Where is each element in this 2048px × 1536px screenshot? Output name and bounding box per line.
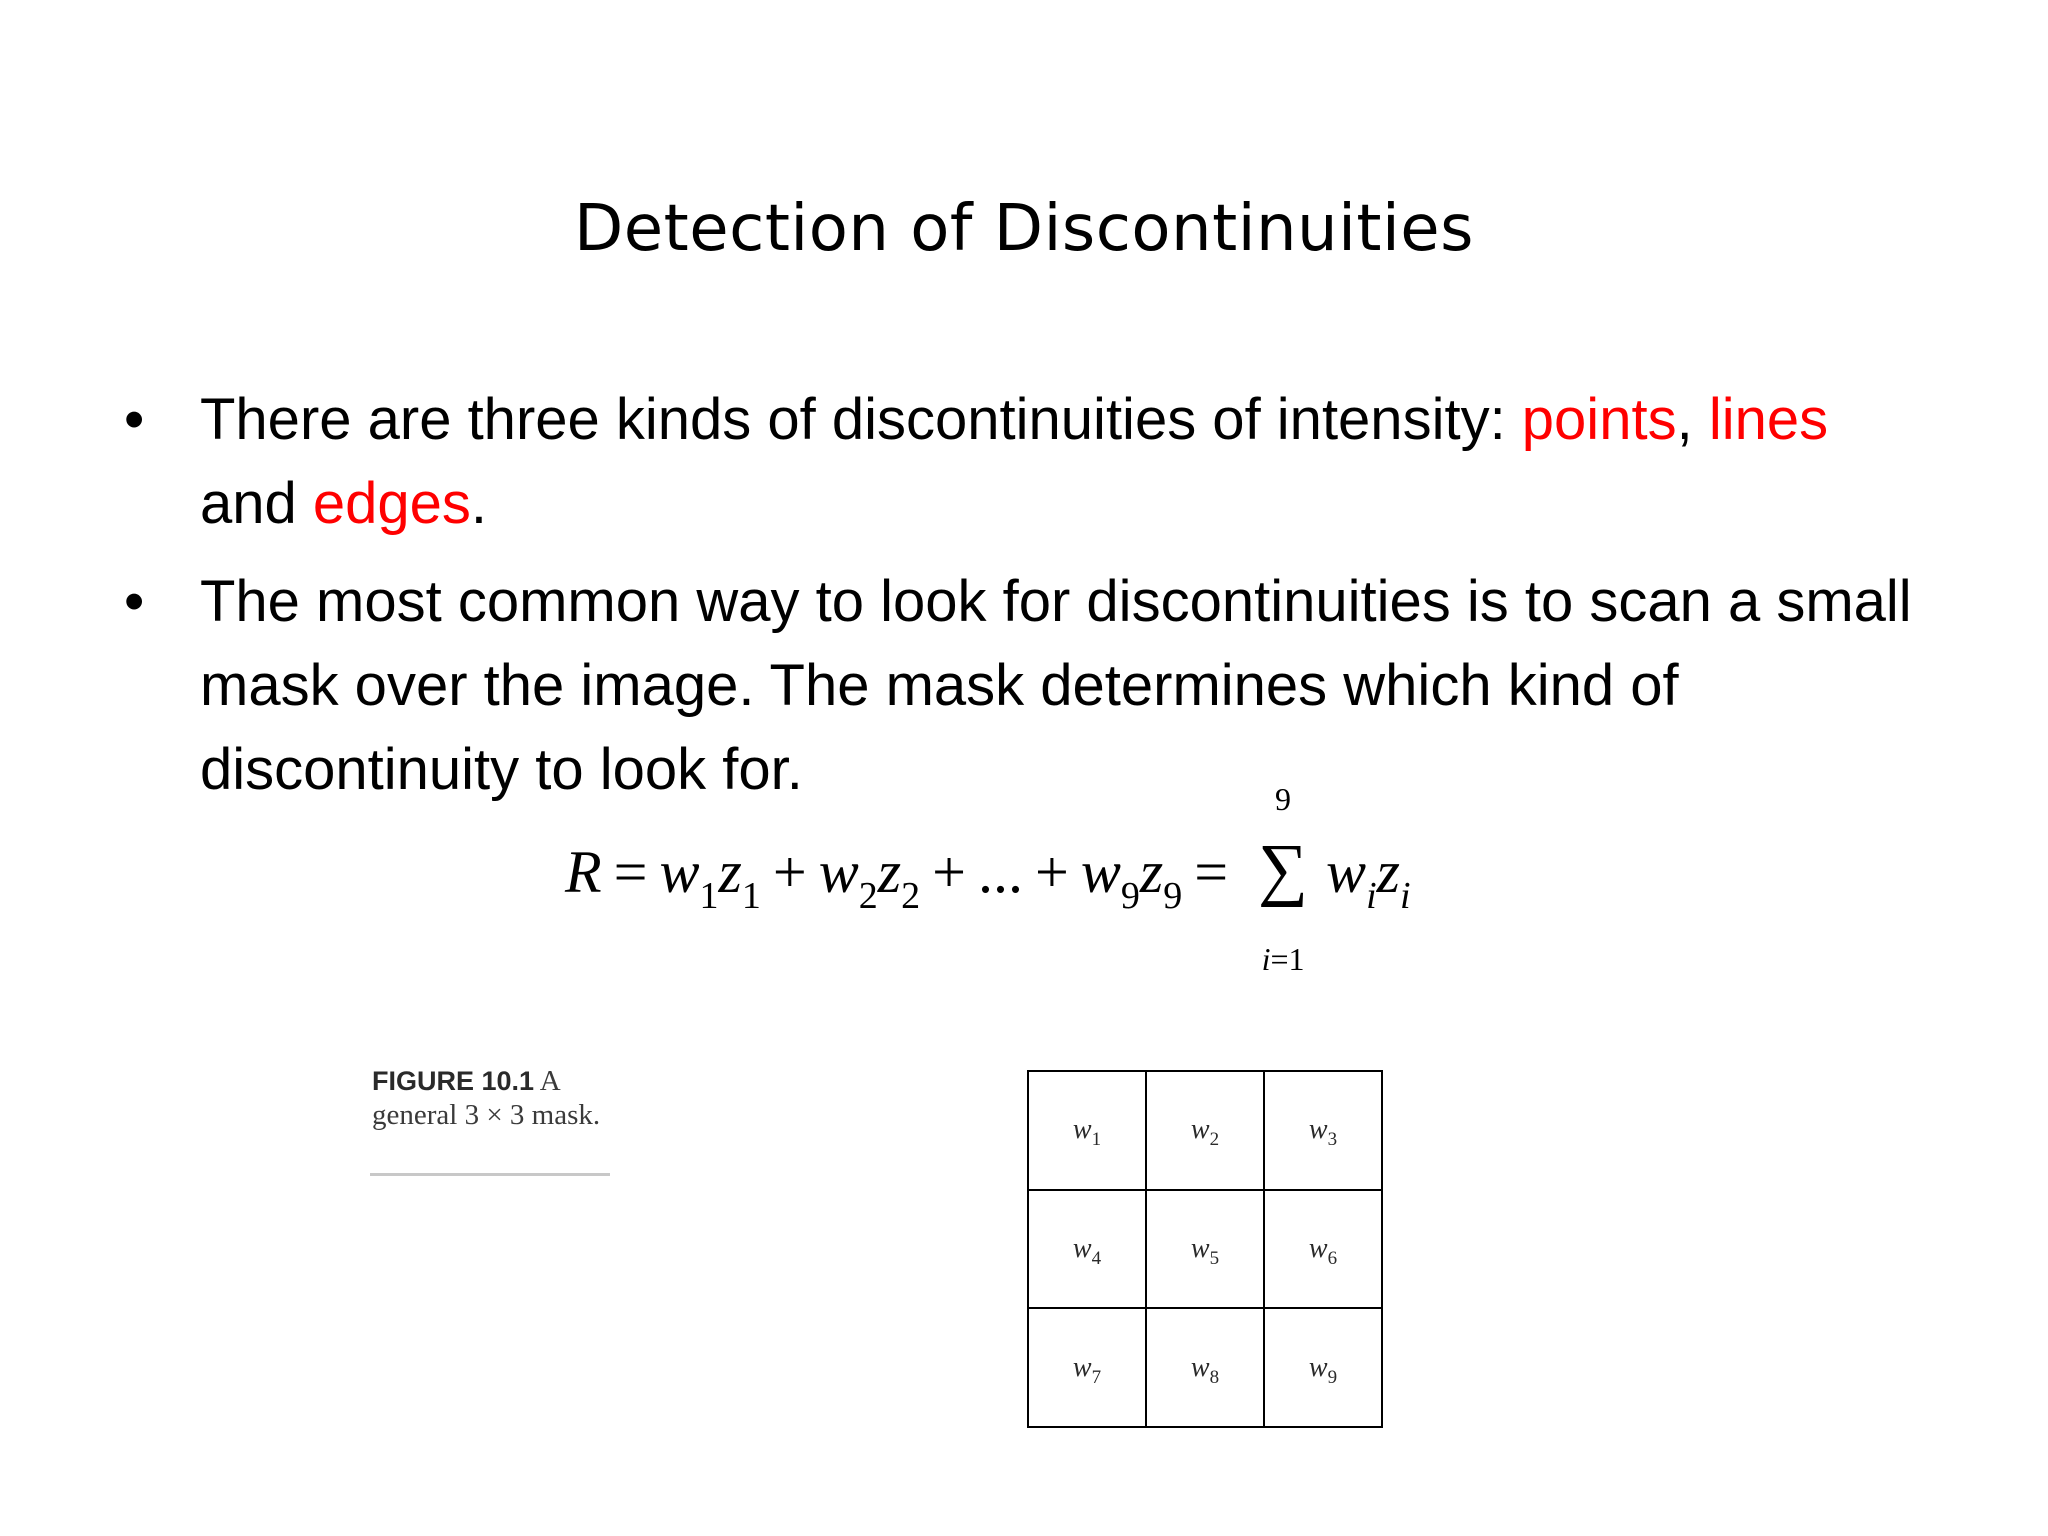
slide-title: Detection of Discontinuities (574, 192, 1474, 266)
formula-w: w (1326, 839, 1367, 905)
highlight-lines: lines (1708, 387, 1829, 452)
formula-z: z (1376, 839, 1400, 905)
formula-z: z (877, 839, 902, 905)
mask-row (1028, 1190, 1382, 1309)
sum-lower-start: =1 (1270, 941, 1305, 977)
sum-lower-index: i (1261, 941, 1271, 977)
formula-plus: + (772, 839, 807, 905)
formula-sub: 1 (699, 875, 719, 917)
mask-cell-symbol: w (1190, 1232, 1210, 1264)
mask-cell-symbol: w (1072, 1114, 1092, 1146)
bullet-text: There are three kinds of discontinuities of intensity: (200, 387, 1522, 452)
mask-cell-symbol: w (1072, 1351, 1092, 1383)
mask-cell (1028, 1190, 1146, 1309)
mask-cell (1028, 1071, 1146, 1190)
summation (1244, 781, 1322, 977)
mask-cell-symbol: w (1308, 1232, 1328, 1264)
formula-plus: + (932, 839, 966, 905)
figure-caption-text: A general 3 × 3 mask. (372, 1065, 601, 1131)
formula-w: w (659, 839, 700, 905)
mask-cell-index: 2 (1209, 1129, 1220, 1151)
mask-cell-index: 3 (1327, 1129, 1338, 1151)
formula-sub: 9 (1163, 875, 1183, 917)
mask-cell (1146, 1071, 1264, 1190)
formula-z: z (718, 839, 742, 905)
bullet-list (124, 378, 1920, 826)
mask-cell (1146, 1190, 1264, 1309)
formula-sub: 2 (858, 875, 878, 917)
mask-cell-symbol: w (1190, 1351, 1210, 1383)
response-formula (565, 781, 1411, 995)
mask-cell-index: 1 (1091, 1129, 1102, 1151)
sum-upper-limit: 9 (1275, 781, 1292, 817)
formula-ellipsis: ... (977, 839, 1023, 905)
sum-lower-limit (1236, 943, 1330, 975)
formula-sub: i (1400, 875, 1411, 917)
mask-cell (1264, 1071, 1382, 1190)
mask-row (1028, 1308, 1382, 1427)
bullet-marker: • (124, 387, 145, 452)
formula-equals: = (1194, 839, 1229, 905)
mask-cell-symbol: w (1308, 1351, 1328, 1383)
sigma-symbol: ∑ (1258, 831, 1308, 908)
mask-cell-index: 4 (1091, 1247, 1102, 1269)
highlight-points: points (1521, 387, 1677, 452)
caption-divider (370, 1173, 610, 1176)
formula-sub: 1 (741, 875, 761, 917)
mask-cell-index: 7 (1091, 1366, 1102, 1388)
mask-cell-index: 6 (1327, 1247, 1338, 1269)
figure-caption (372, 1064, 612, 1132)
mask-cell-index: 5 (1209, 1247, 1220, 1269)
mask-cell (1264, 1190, 1382, 1309)
bullet-text: The most common way to look for discontinuities is to scan a small mask over the image. The mask determines which kind of discontinuity to look for. (200, 569, 1912, 802)
bullet-text: and (200, 471, 313, 536)
mask-cell-symbol: w (1308, 1114, 1328, 1146)
mask-cell (1146, 1308, 1264, 1427)
formula-sub: i (1366, 875, 1377, 917)
bullet-text: . (470, 471, 488, 536)
formula-R: R (565, 839, 602, 905)
formula-z: z (1139, 839, 1164, 905)
highlight-edges: edges (312, 471, 471, 536)
formula-w: w (818, 839, 859, 905)
formula-w: w (1080, 839, 1121, 905)
bullet-marker: • (124, 569, 145, 634)
bullet-item-1 (124, 378, 1920, 546)
formula-sub: 2 (901, 875, 921, 917)
figure-label: FIGURE 10.1 (372, 1066, 535, 1096)
mask-cell-index: 9 (1327, 1366, 1338, 1388)
mask-cell-index: 8 (1209, 1366, 1220, 1388)
formula-equals: = (613, 839, 648, 905)
bullet-text: , (1676, 387, 1709, 452)
mask-row (1028, 1071, 1382, 1190)
formula-plus: + (1034, 839, 1069, 905)
mask-cell (1028, 1308, 1146, 1427)
mask-cell (1264, 1308, 1382, 1427)
mask-grid (1027, 1070, 1383, 1428)
mask-cell-symbol: w (1190, 1114, 1210, 1146)
formula-sub: 9 (1120, 875, 1140, 917)
bullet-item-2 (124, 560, 1920, 812)
mask-cell-symbol: w (1072, 1232, 1092, 1264)
